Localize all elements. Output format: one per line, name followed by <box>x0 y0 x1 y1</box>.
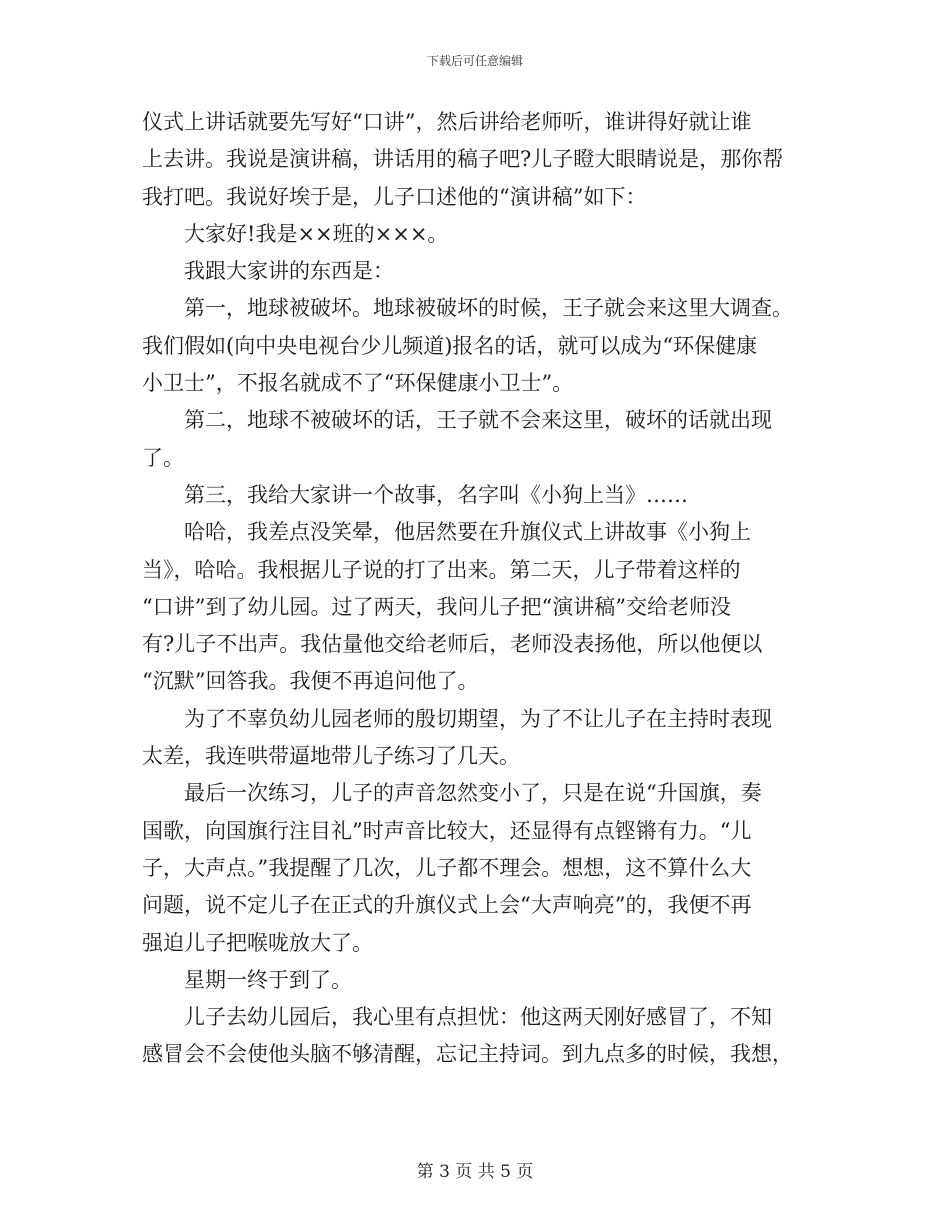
text-line: 子，大声点。”我提醒了几次，儿子都不理会。想想，这不算什么大 <box>142 855 752 880</box>
page-footer: 第 3 页 共 5 页 <box>416 1162 534 1182</box>
paragraph <box>142 701 842 776</box>
text-line: 我打吧。我说好埃于是，儿子口述他的“演讲稿”如下： <box>142 184 647 209</box>
text-line: “口讲”到了幼儿园。过了两天，我问儿子把“演讲稿”交给老师没 <box>142 594 731 619</box>
paragraph <box>142 514 842 700</box>
text-line: 最后一次练习，儿子的声音忽然变小了，只是在说“升国旗，奏 <box>142 781 762 806</box>
text-line: 星期一终于到了。 <box>142 967 352 992</box>
text-line: 小卫士”，不报名就成不了“环保健康小卫士”。 <box>142 371 574 396</box>
text-line: 第一，地球被破坏。地球被破坏的时候，王子就会来这里大调查。 <box>142 296 793 321</box>
text-line: 我们假如(向中央电视台少儿频道)报名的话，就可以成为“环保健康 <box>142 333 758 358</box>
text-line: 儿子去幼儿园后，我心里有点担忧：他这两天刚好感冒了，不知 <box>142 1005 772 1030</box>
paragraph <box>142 253 842 290</box>
text-line: 第二，地球不被破坏的话，王子就不会来这里，破坏的话就出现 <box>142 408 772 433</box>
paragraph <box>142 402 842 477</box>
paragraph <box>142 775 842 961</box>
paragraph <box>142 962 842 999</box>
page-header: 下载后可任意编辑 <box>426 54 523 68</box>
text-line: 强迫儿子把喉咙放大了。 <box>142 930 373 955</box>
text-line: 我跟大家讲的东西是： <box>142 259 394 284</box>
text-line: 仪式上讲话就要先写好“口讲”，然后讲给老师听，谁讲得好就让谁 <box>142 110 752 134</box>
text-line: 大家好!我是××班的×××。 <box>142 221 449 246</box>
text-line: 有?儿子不出声。我估量他交给老师后，老师没表扬他，所以他便以 <box>142 632 763 657</box>
text-line: 问题，说不定儿子在正式的升旗仪式上会“大声响亮”的，我便不再 <box>142 893 752 918</box>
text-line: “沉默”回答我。我便不再追问他了。 <box>142 669 479 694</box>
text-line: 第三，我给大家讲一个故事，名字叫《小狗上当》…… <box>142 482 688 507</box>
text-line: 了。 <box>142 445 184 470</box>
text-line: 感冒会不会使他头脑不够清醒，忘记主持词。到九点多的时候，我想， <box>142 1042 793 1067</box>
paragraph <box>142 216 842 253</box>
paragraph <box>142 999 842 1074</box>
text-line: 为了不辜负幼儿园老师的殷切期望，为了不让儿子在主持时表现 <box>142 706 772 731</box>
text-line: 国歌，向国旗行注目礼”时声音比较大，还显得有点铿锵有力。“儿 <box>142 818 752 843</box>
paragraph <box>142 290 842 402</box>
text-line: 当》，哈哈。我根据儿子说的打了出来。第二天，儿子带着这样的 <box>142 557 741 582</box>
text-line: 太差，我连哄带逼地带儿子练习了几天。 <box>142 744 520 769</box>
document-body <box>142 104 842 1074</box>
paragraph <box>142 104 842 216</box>
text-line: 上去讲。我说是演讲稿，讲话用的稿子吧?儿子瞪大眼睛说是，那你帮 <box>142 147 784 172</box>
text-line: 哈哈，我差点没笑晕，他居然要在升旗仪式上讲故事《小狗上 <box>142 520 751 545</box>
paragraph <box>142 477 842 514</box>
